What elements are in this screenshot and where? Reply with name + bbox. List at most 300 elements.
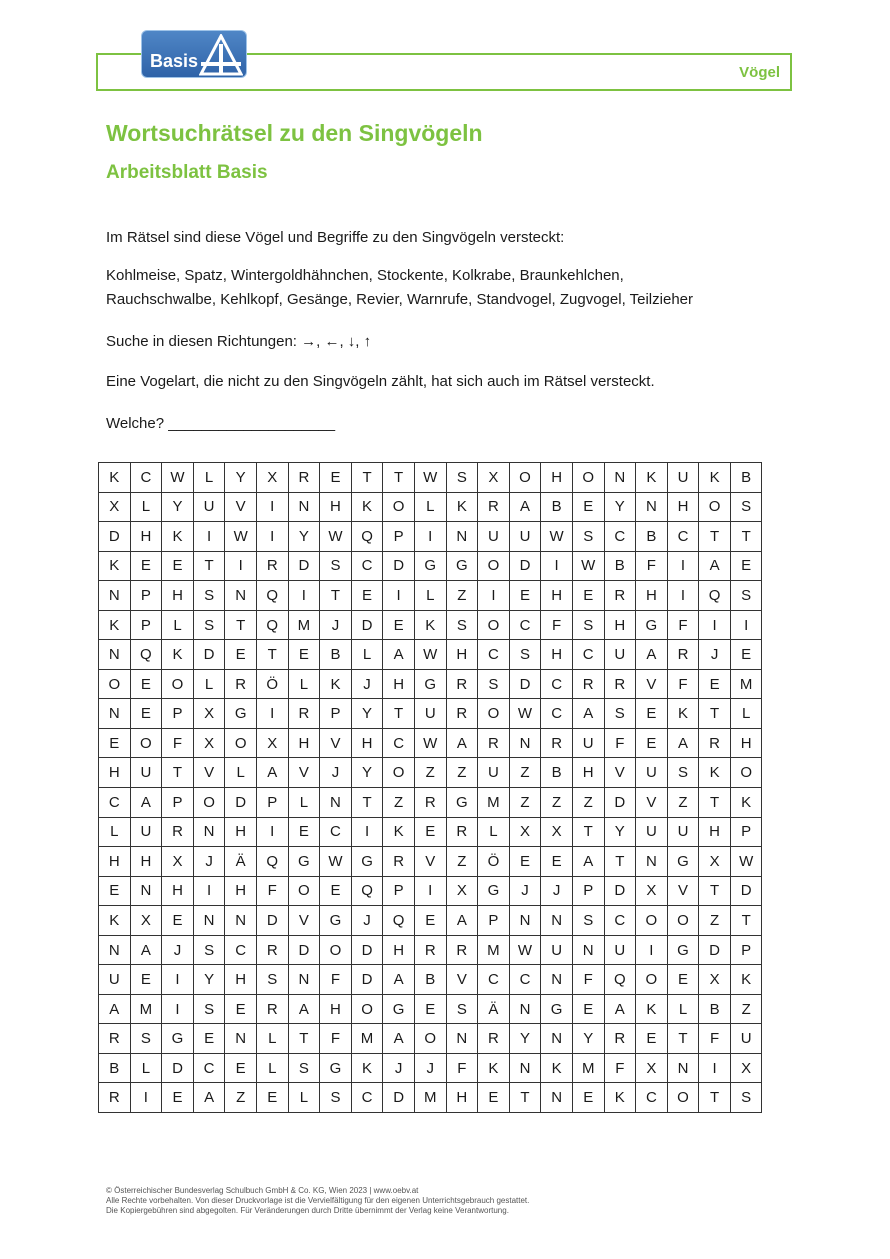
grid-cell[interactable]: F: [604, 1053, 636, 1083]
grid-cell[interactable]: O: [414, 1024, 446, 1054]
grid-cell[interactable]: C: [130, 463, 162, 493]
grid-cell[interactable]: R: [446, 817, 478, 847]
grid-cell[interactable]: T: [699, 522, 731, 552]
grid-cell[interactable]: E: [225, 994, 257, 1024]
grid-cell[interactable]: J: [383, 1053, 415, 1083]
grid-cell[interactable]: H: [541, 463, 573, 493]
grid-cell[interactable]: S: [730, 492, 762, 522]
grid-cell[interactable]: D: [256, 906, 288, 936]
grid-cell[interactable]: G: [541, 994, 573, 1024]
grid-cell[interactable]: G: [667, 847, 699, 877]
grid-cell[interactable]: G: [667, 935, 699, 965]
grid-cell[interactable]: N: [604, 463, 636, 493]
grid-cell[interactable]: X: [130, 906, 162, 936]
grid-cell[interactable]: F: [320, 1024, 352, 1054]
grid-cell[interactable]: L: [667, 994, 699, 1024]
grid-cell[interactable]: T: [225, 610, 257, 640]
grid-cell[interactable]: Z: [414, 758, 446, 788]
grid-cell[interactable]: R: [288, 699, 320, 729]
grid-cell[interactable]: E: [572, 492, 604, 522]
grid-cell[interactable]: E: [730, 640, 762, 670]
grid-cell[interactable]: N: [99, 581, 131, 611]
grid-cell[interactable]: Z: [446, 758, 478, 788]
grid-cell[interactable]: C: [604, 522, 636, 552]
grid-cell[interactable]: R: [256, 551, 288, 581]
grid-cell[interactable]: H: [225, 965, 257, 995]
grid-cell[interactable]: K: [730, 965, 762, 995]
grid-cell[interactable]: I: [478, 581, 510, 611]
grid-cell[interactable]: X: [478, 463, 510, 493]
grid-cell[interactable]: E: [256, 1083, 288, 1113]
grid-cell[interactable]: K: [383, 817, 415, 847]
grid-cell[interactable]: S: [604, 699, 636, 729]
grid-cell[interactable]: X: [699, 847, 731, 877]
grid-cell[interactable]: S: [130, 1024, 162, 1054]
grid-cell[interactable]: I: [288, 581, 320, 611]
grid-cell[interactable]: H: [541, 581, 573, 611]
grid-cell[interactable]: E: [509, 581, 541, 611]
grid-cell[interactable]: L: [730, 699, 762, 729]
grid-cell[interactable]: K: [667, 699, 699, 729]
grid-cell[interactable]: Y: [509, 1024, 541, 1054]
grid-cell[interactable]: Y: [193, 965, 225, 995]
grid-cell[interactable]: L: [193, 669, 225, 699]
grid-cell[interactable]: X: [509, 817, 541, 847]
grid-cell[interactable]: S: [572, 522, 604, 552]
grid-cell[interactable]: P: [162, 788, 194, 818]
grid-cell[interactable]: N: [541, 965, 573, 995]
grid-cell[interactable]: H: [130, 522, 162, 552]
grid-cell[interactable]: R: [604, 669, 636, 699]
grid-cell[interactable]: V: [636, 669, 668, 699]
grid-cell[interactable]: G: [636, 610, 668, 640]
grid-cell[interactable]: C: [351, 551, 383, 581]
grid-cell[interactable]: K: [478, 1053, 510, 1083]
grid-cell[interactable]: I: [414, 522, 446, 552]
grid-cell[interactable]: B: [636, 522, 668, 552]
grid-cell[interactable]: A: [446, 906, 478, 936]
grid-cell[interactable]: O: [478, 699, 510, 729]
grid-cell[interactable]: K: [99, 906, 131, 936]
grid-cell[interactable]: U: [730, 1024, 762, 1054]
grid-cell[interactable]: B: [414, 965, 446, 995]
grid-cell[interactable]: Y: [225, 463, 257, 493]
grid-cell[interactable]: R: [414, 788, 446, 818]
grid-cell[interactable]: A: [509, 492, 541, 522]
grid-cell[interactable]: H: [541, 640, 573, 670]
grid-cell[interactable]: U: [509, 522, 541, 552]
grid-cell[interactable]: A: [699, 551, 731, 581]
grid-cell[interactable]: O: [351, 994, 383, 1024]
grid-cell[interactable]: I: [383, 581, 415, 611]
grid-cell[interactable]: T: [509, 1083, 541, 1113]
grid-cell[interactable]: R: [478, 1024, 510, 1054]
grid-cell[interactable]: F: [699, 1024, 731, 1054]
grid-cell[interactable]: I: [351, 817, 383, 847]
grid-cell[interactable]: E: [225, 1053, 257, 1083]
grid-cell[interactable]: N: [509, 1053, 541, 1083]
grid-cell[interactable]: R: [414, 935, 446, 965]
grid-cell[interactable]: U: [636, 758, 668, 788]
grid-cell[interactable]: V: [225, 492, 257, 522]
grid-cell[interactable]: N: [320, 788, 352, 818]
grid-cell[interactable]: L: [414, 581, 446, 611]
grid-cell[interactable]: R: [288, 463, 320, 493]
grid-cell[interactable]: Y: [288, 522, 320, 552]
grid-cell[interactable]: R: [478, 728, 510, 758]
grid-cell[interactable]: F: [667, 669, 699, 699]
grid-cell[interactable]: H: [383, 669, 415, 699]
grid-cell[interactable]: J: [351, 669, 383, 699]
grid-cell[interactable]: R: [99, 1024, 131, 1054]
grid-cell[interactable]: T: [730, 522, 762, 552]
grid-cell[interactable]: M: [351, 1024, 383, 1054]
grid-cell[interactable]: S: [193, 610, 225, 640]
grid-cell[interactable]: W: [509, 699, 541, 729]
grid-cell[interactable]: A: [383, 640, 415, 670]
grid-cell[interactable]: I: [541, 551, 573, 581]
grid-cell[interactable]: P: [130, 610, 162, 640]
grid-cell[interactable]: N: [288, 965, 320, 995]
grid-cell[interactable]: D: [225, 788, 257, 818]
grid-cell[interactable]: N: [636, 847, 668, 877]
grid-cell[interactable]: C: [383, 728, 415, 758]
grid-cell[interactable]: X: [193, 728, 225, 758]
grid-cell[interactable]: A: [130, 935, 162, 965]
grid-cell[interactable]: I: [699, 1053, 731, 1083]
grid-cell[interactable]: U: [541, 935, 573, 965]
grid-cell[interactable]: E: [572, 581, 604, 611]
grid-cell[interactable]: Ä: [225, 847, 257, 877]
grid-cell[interactable]: S: [320, 1083, 352, 1113]
grid-cell[interactable]: T: [383, 699, 415, 729]
grid-cell[interactable]: Z: [699, 906, 731, 936]
grid-cell[interactable]: U: [478, 758, 510, 788]
grid-cell[interactable]: D: [351, 965, 383, 995]
grid-cell[interactable]: E: [667, 965, 699, 995]
grid-cell[interactable]: T: [699, 876, 731, 906]
grid-cell[interactable]: H: [162, 581, 194, 611]
grid-cell[interactable]: B: [730, 463, 762, 493]
grid-cell[interactable]: E: [383, 610, 415, 640]
grid-cell[interactable]: S: [572, 906, 604, 936]
grid-cell[interactable]: F: [636, 551, 668, 581]
grid-cell[interactable]: S: [193, 935, 225, 965]
grid-cell[interactable]: K: [699, 758, 731, 788]
grid-cell[interactable]: Q: [256, 847, 288, 877]
grid-cell[interactable]: U: [130, 817, 162, 847]
grid-cell[interactable]: P: [730, 935, 762, 965]
grid-cell[interactable]: O: [478, 551, 510, 581]
grid-cell[interactable]: I: [730, 610, 762, 640]
grid-cell[interactable]: R: [446, 935, 478, 965]
grid-cell[interactable]: K: [414, 610, 446, 640]
grid-cell[interactable]: Z: [383, 788, 415, 818]
grid-cell[interactable]: Q: [604, 965, 636, 995]
grid-cell[interactable]: Z: [225, 1083, 257, 1113]
grid-cell[interactable]: C: [509, 965, 541, 995]
grid-cell[interactable]: I: [699, 610, 731, 640]
grid-cell[interactable]: W: [730, 847, 762, 877]
grid-cell[interactable]: C: [320, 817, 352, 847]
grid-cell[interactable]: E: [162, 551, 194, 581]
grid-cell[interactable]: I: [636, 935, 668, 965]
grid-cell[interactable]: O: [99, 669, 131, 699]
grid-cell[interactable]: J: [699, 640, 731, 670]
grid-cell[interactable]: T: [351, 788, 383, 818]
grid-cell[interactable]: X: [162, 847, 194, 877]
grid-cell[interactable]: P: [383, 522, 415, 552]
grid-cell[interactable]: T: [572, 817, 604, 847]
grid-cell[interactable]: E: [130, 551, 162, 581]
grid-cell[interactable]: W: [320, 522, 352, 552]
grid-cell[interactable]: E: [320, 463, 352, 493]
grid-cell[interactable]: L: [351, 640, 383, 670]
grid-cell[interactable]: X: [193, 699, 225, 729]
grid-cell[interactable]: D: [730, 876, 762, 906]
grid-cell[interactable]: O: [288, 876, 320, 906]
grid-cell[interactable]: S: [446, 994, 478, 1024]
grid-cell[interactable]: C: [604, 906, 636, 936]
grid-cell[interactable]: T: [699, 1083, 731, 1113]
grid-cell[interactable]: C: [509, 610, 541, 640]
grid-cell[interactable]: M: [288, 610, 320, 640]
grid-cell[interactable]: H: [636, 581, 668, 611]
grid-cell[interactable]: F: [541, 610, 573, 640]
grid-cell[interactable]: I: [193, 522, 225, 552]
grid-cell[interactable]: U: [604, 640, 636, 670]
grid-cell[interactable]: D: [288, 935, 320, 965]
grid-cell[interactable]: R: [225, 669, 257, 699]
grid-cell[interactable]: E: [320, 876, 352, 906]
grid-cell[interactable]: C: [541, 699, 573, 729]
grid-cell[interactable]: T: [320, 581, 352, 611]
grid-cell[interactable]: L: [99, 817, 131, 847]
grid-cell[interactable]: G: [414, 551, 446, 581]
grid-cell[interactable]: Z: [509, 788, 541, 818]
grid-cell[interactable]: I: [256, 522, 288, 552]
grid-cell[interactable]: G: [225, 699, 257, 729]
grid-cell[interactable]: S: [478, 669, 510, 699]
grid-cell[interactable]: G: [288, 847, 320, 877]
grid-cell[interactable]: O: [667, 1083, 699, 1113]
grid-cell[interactable]: H: [667, 492, 699, 522]
grid-cell[interactable]: Ö: [256, 669, 288, 699]
grid-cell[interactable]: L: [256, 1024, 288, 1054]
grid-cell[interactable]: K: [636, 463, 668, 493]
grid-cell[interactable]: S: [509, 640, 541, 670]
grid-cell[interactable]: I: [414, 876, 446, 906]
grid-cell[interactable]: K: [99, 610, 131, 640]
grid-cell[interactable]: S: [446, 463, 478, 493]
grid-cell[interactable]: V: [288, 758, 320, 788]
grid-cell[interactable]: S: [730, 581, 762, 611]
grid-cell[interactable]: R: [572, 669, 604, 699]
grid-cell[interactable]: E: [414, 817, 446, 847]
grid-cell[interactable]: F: [320, 965, 352, 995]
grid-cell[interactable]: S: [193, 994, 225, 1024]
grid-cell[interactable]: K: [320, 669, 352, 699]
grid-cell[interactable]: I: [256, 492, 288, 522]
grid-cell[interactable]: D: [509, 669, 541, 699]
grid-cell[interactable]: C: [636, 1083, 668, 1113]
grid-cell[interactable]: T: [604, 847, 636, 877]
grid-cell[interactable]: H: [699, 817, 731, 847]
grid-cell[interactable]: J: [541, 876, 573, 906]
grid-cell[interactable]: P: [478, 906, 510, 936]
grid-cell[interactable]: U: [99, 965, 131, 995]
grid-cell[interactable]: H: [162, 876, 194, 906]
grid-cell[interactable]: U: [478, 522, 510, 552]
grid-cell[interactable]: I: [667, 551, 699, 581]
grid-cell[interactable]: E: [509, 847, 541, 877]
grid-cell[interactable]: D: [604, 788, 636, 818]
grid-cell[interactable]: S: [288, 1053, 320, 1083]
grid-cell[interactable]: Q: [351, 522, 383, 552]
grid-cell[interactable]: I: [130, 1083, 162, 1113]
grid-cell[interactable]: Z: [667, 788, 699, 818]
grid-cell[interactable]: M: [478, 788, 510, 818]
grid-cell[interactable]: B: [699, 994, 731, 1024]
grid-cell[interactable]: B: [541, 492, 573, 522]
grid-cell[interactable]: K: [99, 551, 131, 581]
grid-cell[interactable]: X: [99, 492, 131, 522]
grid-cell[interactable]: W: [541, 522, 573, 552]
grid-cell[interactable]: O: [130, 728, 162, 758]
grid-cell[interactable]: K: [604, 1083, 636, 1113]
grid-cell[interactable]: K: [351, 492, 383, 522]
grid-cell[interactable]: V: [414, 847, 446, 877]
grid-cell[interactable]: D: [699, 935, 731, 965]
grid-cell[interactable]: Z: [446, 847, 478, 877]
grid-cell[interactable]: E: [414, 994, 446, 1024]
grid-cell[interactable]: N: [99, 699, 131, 729]
grid-cell[interactable]: E: [730, 551, 762, 581]
grid-cell[interactable]: S: [446, 610, 478, 640]
grid-cell[interactable]: N: [446, 522, 478, 552]
grid-cell[interactable]: I: [162, 965, 194, 995]
grid-cell[interactable]: T: [667, 1024, 699, 1054]
grid-cell[interactable]: G: [446, 788, 478, 818]
grid-cell[interactable]: N: [225, 906, 257, 936]
grid-cell[interactable]: E: [288, 640, 320, 670]
grid-cell[interactable]: E: [130, 669, 162, 699]
grid-cell[interactable]: O: [383, 492, 415, 522]
grid-cell[interactable]: J: [351, 906, 383, 936]
grid-cell[interactable]: E: [225, 640, 257, 670]
grid-cell[interactable]: N: [541, 1083, 573, 1113]
grid-cell[interactable]: G: [162, 1024, 194, 1054]
grid-cell[interactable]: X: [636, 876, 668, 906]
grid-cell[interactable]: I: [256, 699, 288, 729]
grid-cell[interactable]: N: [193, 817, 225, 847]
grid-cell[interactable]: O: [478, 610, 510, 640]
grid-cell[interactable]: F: [446, 1053, 478, 1083]
grid-cell[interactable]: N: [193, 906, 225, 936]
grid-cell[interactable]: Y: [162, 492, 194, 522]
grid-cell[interactable]: U: [414, 699, 446, 729]
grid-cell[interactable]: E: [414, 906, 446, 936]
grid-cell[interactable]: K: [99, 463, 131, 493]
grid-cell[interactable]: X: [699, 965, 731, 995]
grid-cell[interactable]: O: [162, 669, 194, 699]
grid-cell[interactable]: A: [604, 994, 636, 1024]
grid-cell[interactable]: E: [162, 906, 194, 936]
grid-cell[interactable]: O: [572, 463, 604, 493]
grid-cell[interactable]: Ä: [478, 994, 510, 1024]
grid-cell[interactable]: N: [636, 492, 668, 522]
grid-cell[interactable]: H: [351, 728, 383, 758]
grid-cell[interactable]: R: [699, 728, 731, 758]
grid-cell[interactable]: H: [288, 728, 320, 758]
grid-cell[interactable]: Y: [604, 817, 636, 847]
grid-cell[interactable]: C: [99, 788, 131, 818]
grid-cell[interactable]: E: [193, 1024, 225, 1054]
grid-cell[interactable]: Y: [604, 492, 636, 522]
grid-cell[interactable]: A: [636, 640, 668, 670]
grid-cell[interactable]: Q: [130, 640, 162, 670]
grid-cell[interactable]: Z: [509, 758, 541, 788]
grid-cell[interactable]: Z: [541, 788, 573, 818]
grid-cell[interactable]: D: [509, 551, 541, 581]
grid-cell[interactable]: X: [636, 1053, 668, 1083]
grid-cell[interactable]: P: [320, 699, 352, 729]
grid-cell[interactable]: L: [130, 492, 162, 522]
grid-cell[interactable]: G: [320, 1053, 352, 1083]
grid-cell[interactable]: V: [636, 788, 668, 818]
grid-cell[interactable]: W: [572, 551, 604, 581]
grid-cell[interactable]: X: [541, 817, 573, 847]
grid-cell[interactable]: N: [99, 935, 131, 965]
grid-cell[interactable]: U: [667, 817, 699, 847]
grid-cell[interactable]: V: [193, 758, 225, 788]
grid-cell[interactable]: D: [193, 640, 225, 670]
grid-cell[interactable]: L: [256, 1053, 288, 1083]
grid-cell[interactable]: A: [572, 699, 604, 729]
grid-cell[interactable]: R: [604, 1024, 636, 1054]
grid-cell[interactable]: A: [383, 1024, 415, 1054]
grid-cell[interactable]: E: [636, 699, 668, 729]
grid-cell[interactable]: F: [667, 610, 699, 640]
grid-cell[interactable]: I: [193, 876, 225, 906]
grid-cell[interactable]: Y: [351, 758, 383, 788]
grid-cell[interactable]: W: [509, 935, 541, 965]
grid-cell[interactable]: G: [414, 669, 446, 699]
grid-cell[interactable]: O: [509, 463, 541, 493]
grid-cell[interactable]: A: [99, 994, 131, 1024]
grid-cell[interactable]: V: [320, 728, 352, 758]
grid-cell[interactable]: N: [446, 1024, 478, 1054]
grid-cell[interactable]: K: [730, 788, 762, 818]
grid-cell[interactable]: X: [256, 463, 288, 493]
grid-cell[interactable]: W: [225, 522, 257, 552]
grid-cell[interactable]: S: [572, 610, 604, 640]
grid-cell[interactable]: J: [320, 610, 352, 640]
grid-cell[interactable]: Y: [572, 1024, 604, 1054]
grid-cell[interactable]: R: [256, 935, 288, 965]
grid-cell[interactable]: Q: [383, 906, 415, 936]
grid-cell[interactable]: F: [162, 728, 194, 758]
grid-cell[interactable]: H: [446, 640, 478, 670]
grid-cell[interactable]: C: [541, 669, 573, 699]
grid-cell[interactable]: C: [478, 965, 510, 995]
grid-cell[interactable]: O: [193, 788, 225, 818]
grid-cell[interactable]: E: [130, 699, 162, 729]
grid-cell[interactable]: M: [730, 669, 762, 699]
grid-cell[interactable]: L: [225, 758, 257, 788]
grid-cell[interactable]: N: [130, 876, 162, 906]
grid-cell[interactable]: E: [351, 581, 383, 611]
